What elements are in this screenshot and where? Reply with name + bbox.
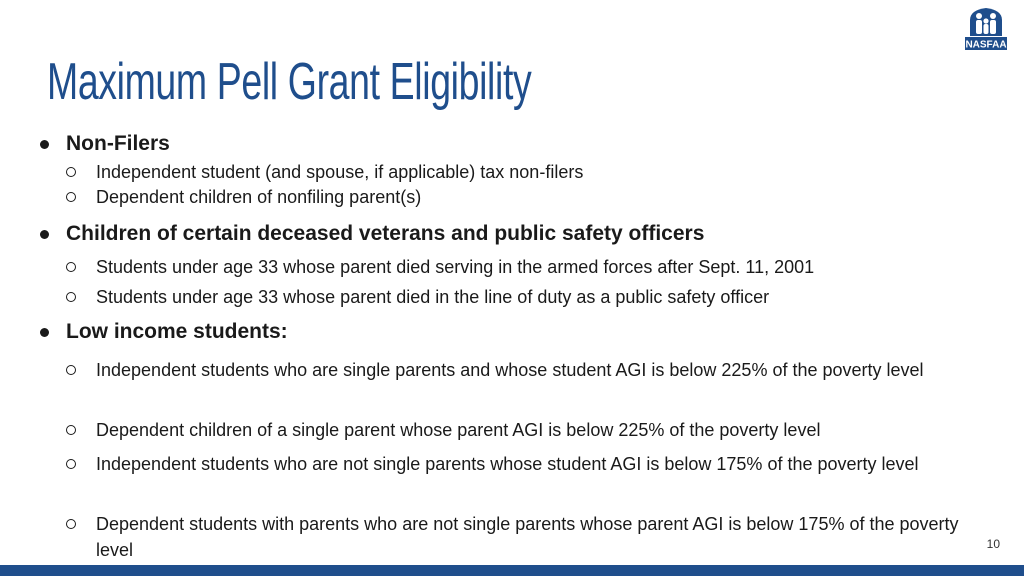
item-text: Dependent children of a single parent whose parent AGI is below 225% of the poverty level xyxy=(96,420,821,440)
bullet-heading xyxy=(66,132,170,156)
item-text: Students under age 33 whose parent died serving in the armed forces after Sept. 11, 2001 xyxy=(96,257,815,277)
bullet-dot-icon xyxy=(40,328,49,337)
bullet-item xyxy=(96,357,976,383)
nasfaa-logo xyxy=(964,6,1008,52)
bullet-item xyxy=(96,451,976,477)
bullet-dot-icon xyxy=(40,230,49,239)
item-text: Independent students who are single parents and whose student AGI is below 225% of the poverty level xyxy=(96,360,924,380)
footer-bar xyxy=(0,565,1024,576)
bullet-ring-icon xyxy=(66,459,76,469)
heading-text: Children of certain deceased veterans and public safety officers xyxy=(66,222,705,245)
bullet-item xyxy=(96,284,976,310)
bullet-dot-icon xyxy=(40,140,49,149)
item-text: Students under age 33 whose parent died in the line of duty as a public safety officer xyxy=(96,287,770,307)
bullet-item xyxy=(96,511,976,563)
item-text: Independent student (and spouse, if applicable) tax non-filers xyxy=(96,162,584,182)
bullet-heading xyxy=(66,320,288,344)
heading-text: Low income students: xyxy=(66,320,288,343)
page-number: 10 xyxy=(986,537,1000,551)
bullet-ring-icon xyxy=(66,292,76,302)
nasfaa-logo-icon xyxy=(964,6,1008,52)
bullet-ring-icon xyxy=(66,365,76,375)
item-text: Dependent children of nonfiling parent(s) xyxy=(96,187,422,207)
bullet-ring-icon xyxy=(66,425,76,435)
bullet-item xyxy=(96,184,976,210)
bullet-ring-icon xyxy=(66,192,76,202)
bullet-item xyxy=(96,254,976,280)
item-text: Dependent students with parents who are not single parents whose parent AGI is below 175% of the poverty level xyxy=(96,514,959,560)
slide-title: Maximum Pell Grant Eligibility xyxy=(47,53,532,111)
bullet-item xyxy=(96,159,976,185)
bullet-ring-icon xyxy=(66,167,76,177)
bullet-ring-icon xyxy=(66,519,76,529)
heading-text: Non-Filers xyxy=(66,132,170,155)
bullet-ring-icon xyxy=(66,262,76,272)
item-text: Independent students who are not single parents whose student AGI is below 175% of the poverty level xyxy=(96,454,919,474)
bullet-heading xyxy=(66,222,704,246)
logo-text: NASFAA xyxy=(965,39,1007,51)
bullet-item xyxy=(96,417,976,443)
